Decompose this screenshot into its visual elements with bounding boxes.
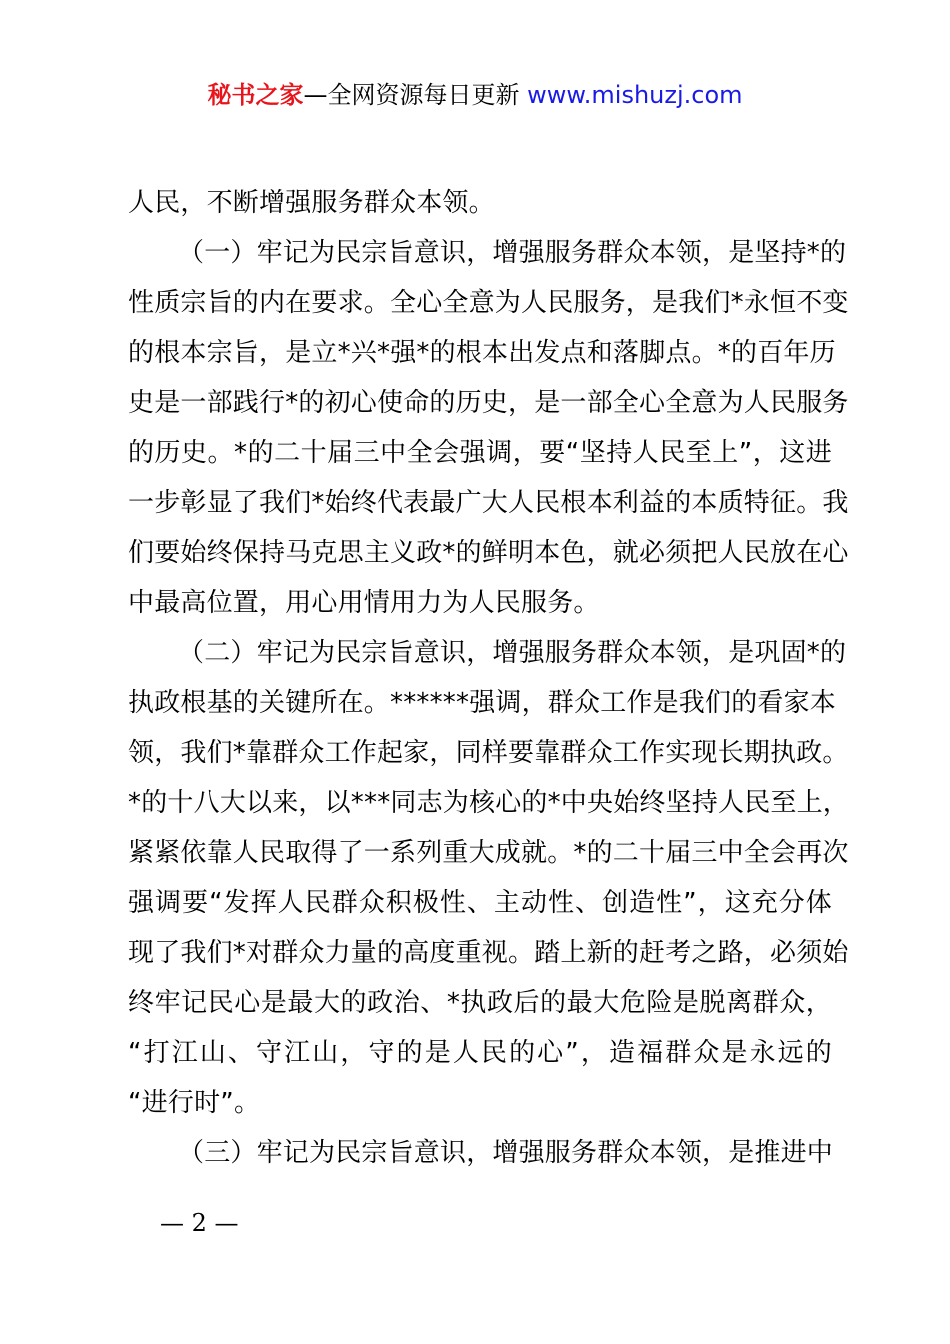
body-line: “进行时”。	[128, 1088, 261, 1118]
body-line: 终牢记民心是最大的政治、*执政后的最大危险是脱离群众，	[128, 988, 832, 1018]
site-url[interactable]: www.mishuzj.com	[527, 81, 743, 109]
body-line: 性质宗旨的内在要求。全心全意为人民服务，是我们*永恒不变	[128, 288, 849, 318]
body-line: 们要始终保持马克思主义政*的鲜明本色，就必须把人民放在心	[128, 538, 849, 568]
body-line: 的历史。*的二十届三中全会强调，要“坚持人民至上”，这进	[128, 438, 832, 468]
body-line: 领，我们*靠群众工作起家，同样要靠群众工作实现长期执政。	[128, 738, 849, 768]
body-line: 的根本宗旨，是立*兴*强*的根本出发点和落脚点。*的百年历	[128, 338, 836, 368]
body-line: 史是一部践行*的初心使命的历史，是一部全心全意为人民服务	[128, 388, 849, 418]
paragraph-start-line: （一）牢记为民宗旨意识，增强服务群众本领，是坚持*的	[178, 238, 847, 268]
body-line: 人民，不断增强服务群众本领。	[128, 188, 495, 218]
body-line: 一步彰显了我们*始终代表最广大人民根本利益的本质特征。我	[128, 488, 849, 518]
brand-name: 秘书之家	[207, 81, 304, 109]
body-line: 现了我们*对群众力量的高度重视。踏上新的赶考之路，必须始	[128, 938, 849, 968]
page-number: — 2 —	[160, 1209, 239, 1237]
body-line: 强调要“发挥人民群众积极性、主动性、创造性”，这充分体	[128, 888, 832, 918]
body-line: 执政根基的关键所在。******强调，群众工作是我们的看家本	[128, 688, 837, 718]
body-line: 紧紧依靠人民取得了一系列重大成就。*的二十届三中全会再次	[128, 838, 849, 868]
body-line: 中最高位置，用心用情用力为人民服务。	[128, 588, 600, 618]
body-line: “打江山、守江山，守的是人民的心”，造福群众是永远的	[128, 1038, 832, 1068]
paragraph-start-line: （二）牢记为民宗旨意识，增强服务群众本领，是巩固*的	[178, 638, 847, 668]
paragraph-start-line: （三）牢记为民宗旨意识，增强服务群众本领，是推进中	[178, 1138, 834, 1168]
body-line: *的十八大以来，以***同志为核心的*中央始终坚持人民至上，	[128, 788, 850, 818]
header-slogan: —全网资源每日更新	[303, 81, 528, 109]
page-header	[0, 78, 950, 112]
